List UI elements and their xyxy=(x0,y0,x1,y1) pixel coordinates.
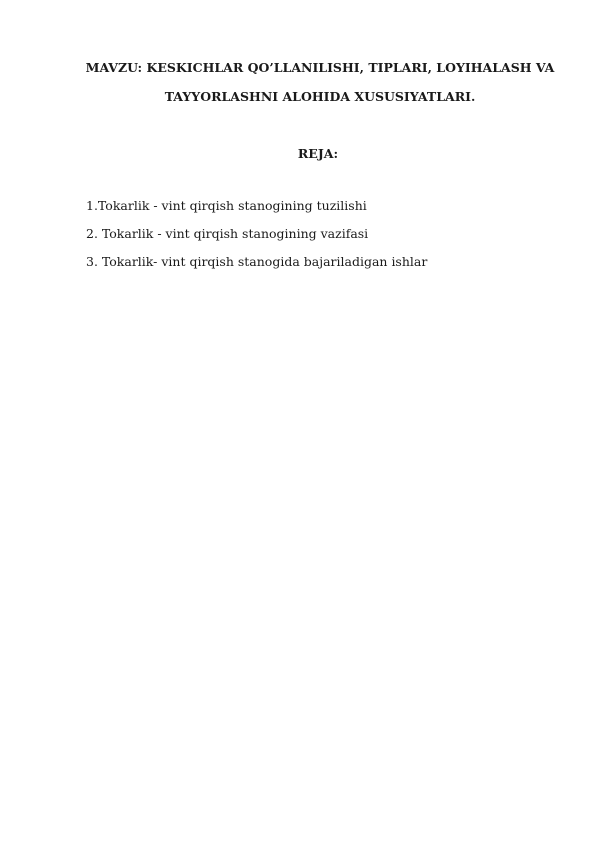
plan-item-1: 1.Tokarlik - vint qirqish stanogining tuzilishi xyxy=(86,198,367,213)
document-title-line-1: MAVZU: KESKICHLAR QO’LLANILISHI, TIPLARI, LOYIHALASH VA xyxy=(85,60,555,75)
plan-item-3: 3. Tokarlik- vint qirqish stanogida bajariladigan ishlar xyxy=(86,254,428,269)
document-title-line-2: TAYYORLASHNI ALOHIDA XUSUSIYATLARI. xyxy=(164,89,476,104)
plan-list xyxy=(86,198,427,282)
plan-heading: REJA: xyxy=(297,146,339,161)
plan-item-2: 2. Tokarlik - vint qirqish stanogining vazifasi xyxy=(86,226,369,241)
